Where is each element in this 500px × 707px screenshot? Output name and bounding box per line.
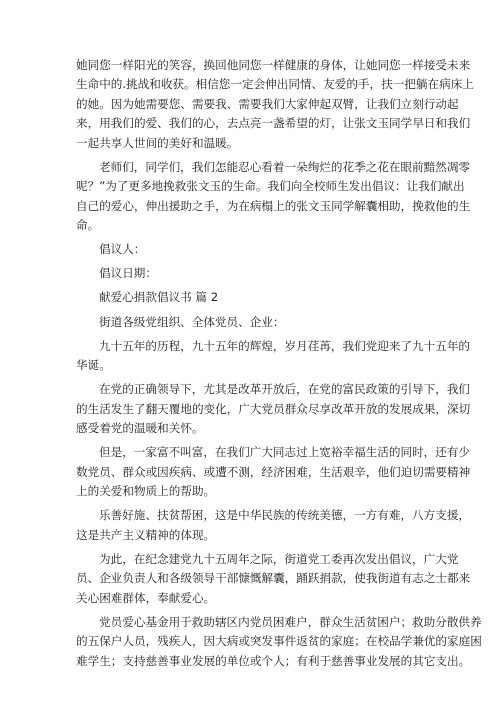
initiator-line	[76, 240, 426, 259]
text-line: 命。	[76, 217, 100, 232]
paragraph-party-leadership	[76, 380, 471, 438]
text-line: 关心困难群体，奉献爱心。	[76, 590, 216, 605]
text-line: 难学生；支持慈善事业发展的单位或个人；有利于慈善事业发展的其它支出。	[76, 653, 471, 668]
text-line: 这是共产主义精神的体现。	[76, 527, 216, 542]
text-line: 数党员、群众或因疾病、或遭不测，经济困难，生活艰辛，他们迫切需要精神	[76, 464, 471, 479]
text-line: 的五保户人员，残疾人，因大病或突发事件返贫的家庭；在校品学兼优的家庭困	[76, 634, 482, 649]
section-heading-part2	[76, 288, 426, 307]
text-line: 自己的爱心，伸出援助之手，为在病榻上的张文玉同学解囊相助，挽救他的生	[76, 198, 471, 213]
initiative-date-line	[76, 264, 426, 283]
text-line: 乐善好施、扶贫帮困，这是中华民族的传统美德，一方有难，八方支援，	[99, 508, 471, 523]
text-line: 她同您一样阳光的笑容，换回他同您一样健康的身体，让她同您一样接受未来	[76, 58, 471, 72]
text-line: 一起共享人世间的美好和温暖。	[76, 135, 239, 150]
text-line: 来，用我们的爱、我们的心，去点亮一盏希望的灯，让张文玉同学早日和我们	[76, 116, 471, 131]
text-line: 献爱心捐款倡议书 篇 2	[99, 290, 219, 305]
text-line: 的她。因为她需要您、需要我、需要我们大家伸起双臂，让我们立刻行动起	[76, 96, 459, 111]
text-line: 上的关爱和物质上的帮助。	[76, 484, 216, 499]
text-line: 在党的正确领导下，尤其是改革开放后，在党的富民政策的引导下，我们	[99, 382, 471, 397]
text-line: 员、企业负责人和各级领导干部慷慨解囊，踊跃捐款，使我街道有志之士都来	[76, 571, 471, 586]
paragraph-virtue	[76, 506, 471, 545]
text-line: 倡议日期：	[99, 266, 157, 281]
paragraph-teachers-students	[76, 158, 471, 236]
text-line: 为此，在纪念建党九十五周年之际，街道党工委再次发出倡议，广大党	[99, 551, 459, 566]
text-line: 呢？”为了更多地挽救张文玉的生命。我们向全校师生发出倡议：让我们献出	[76, 179, 465, 194]
text-line: 感受着党的温暖和关怀。	[76, 421, 204, 436]
text-line: 但是，一家富不叫富，在我们广大同志过上宽裕幸福生活的同时，还有少	[99, 445, 471, 460]
text-line: 党员爱心基金用于救助辖区内党员困难户，群众生活贫困户；救助分散供养	[99, 614, 482, 629]
text-line: 生命中的.挑战和收获。相信您一定会伸出同情、友爱的手，扶一把躺在病床上	[76, 77, 474, 92]
text-line: 九十五年的历程，九十五年的辉煌，岁月荏苒，我们党迎来了九十五年的	[99, 338, 471, 353]
paragraph-call-to-donate	[76, 550, 471, 608]
salutation-line	[76, 313, 426, 332]
paragraph-fund-usage	[76, 613, 482, 671]
paragraph-difficulties	[76, 443, 471, 501]
document-body	[76, 56, 482, 671]
paragraph-closing-appeal	[76, 56, 474, 153]
paragraph-ninety-five-years	[76, 337, 471, 376]
text-line: 老师们，同学们，我们怎能忍心看着一朵绚烂的花季之花在眼前黯然凋零	[99, 159, 471, 174]
text-line: 华诞。	[76, 358, 111, 373]
text-line: 街道各级党组织、全体党员、企业：	[99, 314, 285, 329]
text-line: 倡议人：	[99, 242, 146, 257]
text-line: 的生活发生了翻天覆地的变化，广大党员群众尽享改革开放的发展成果，深切	[76, 401, 471, 416]
